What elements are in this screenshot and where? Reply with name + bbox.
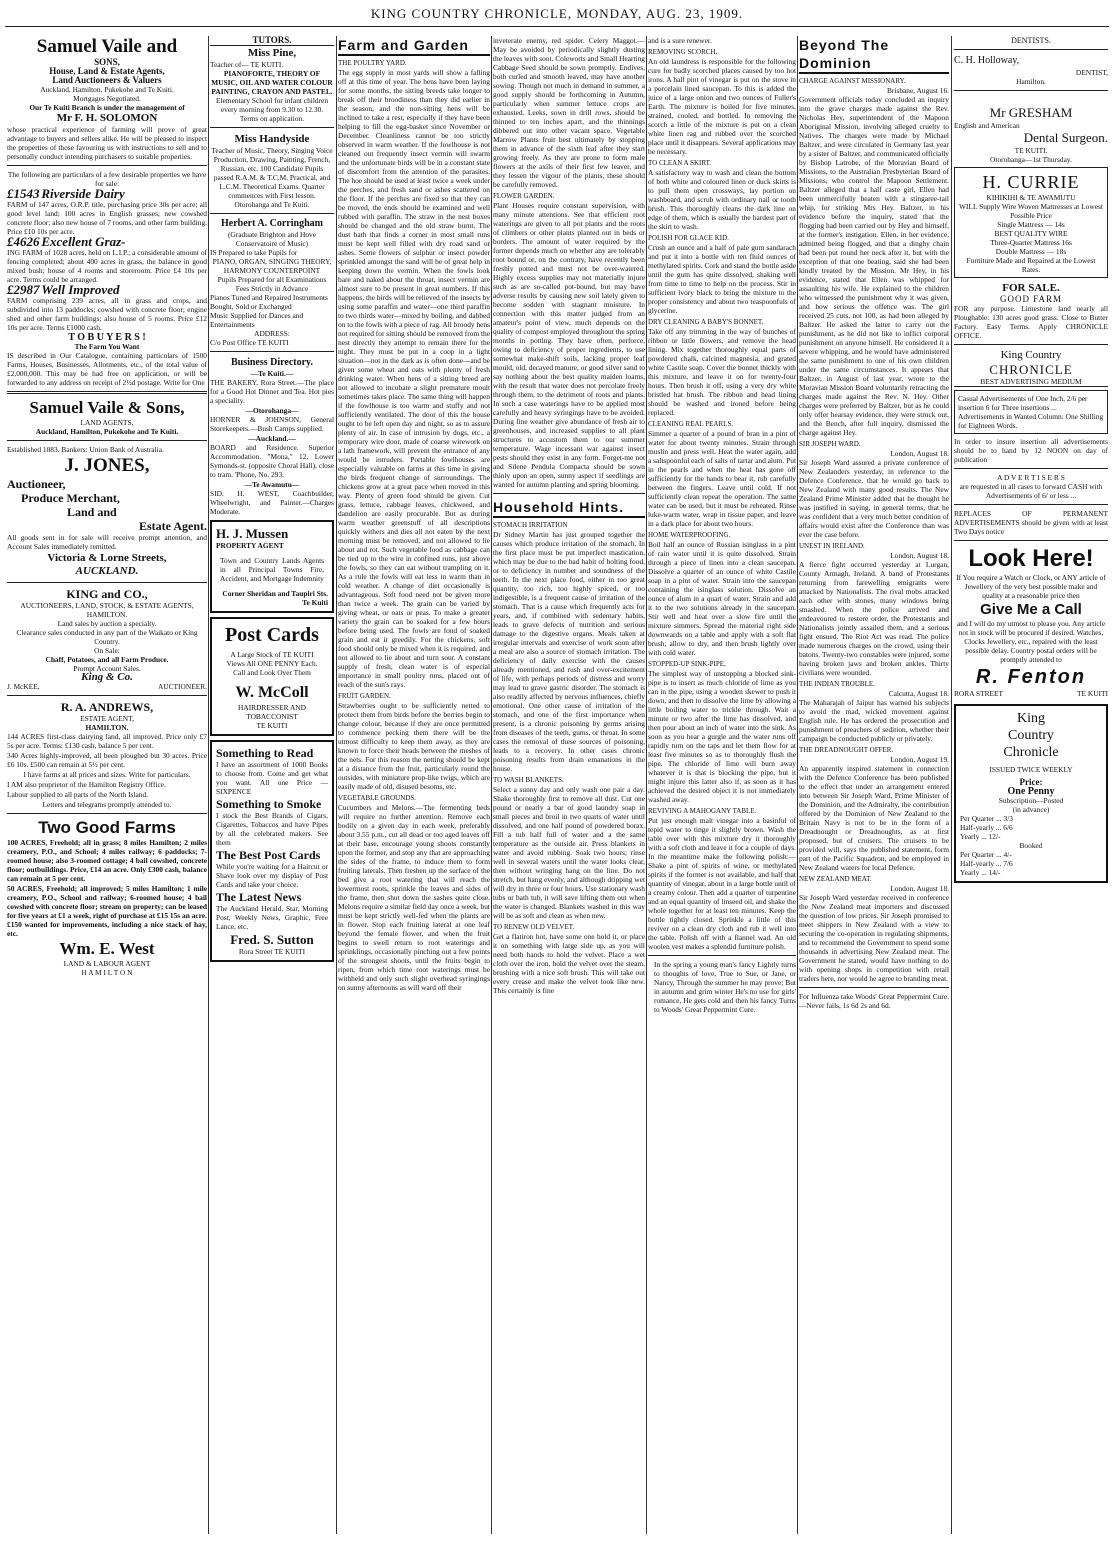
vaile-sons: SONS, [94,57,120,67]
corringham-t1: IS Prepared to take Pupils for [210,248,298,257]
biz-bakery: THE BAKERY, Rora Street.—The place for a Good Hot Dinner and Tea. Hot pies a speciality. [210,378,334,405]
biz-auckland: —Auckland.— [248,434,296,443]
king-mck: J. McKEE, [7,682,40,691]
kc2-sub: Subscription—Posted [998,796,1064,805]
dreadnought-date: London, August 19. [890,755,949,764]
meat-date: London, August 18. [890,884,949,893]
divider [210,351,334,352]
mussen-ad [210,520,334,613]
vaile2-title: Samuel Vaile & Sons, [29,398,185,417]
meat-text: Sir Joseph Ward yesterday received in conference the New Zealand meat importers and discussed the question of low prices. Sir Joseph promised to meet shippers in New Zealand with a view to securing the co-operation in regulating shipments, and to recommend the Government to spend some thousands in advertising New Zealand meat. The Government he stated, would have nothing to do with opening shops in competition with retail traders here, nor would he agree to branding meat. [799,893,949,983]
holloway-name: C. H. Holloway, [954,55,1020,66]
mussen-sub: PROPERTY AGENT [216,541,284,550]
andrews-city: HAMILTON. [85,723,129,732]
divider [954,468,1108,469]
vaile2-sub: LAND AGENTS, [80,418,134,427]
masthead: KING COUNTRY CHRONICLE, MONDAY, AUG. 23, 1909. [5,4,1109,27]
stomach-head: STOMACH IRRITATION [493,521,568,529]
vaile2-places: Auckland, Hamilton, Pukekohe and Te Kuiti. [35,427,179,436]
jones-l2: Produce Merchant, [21,491,120,505]
wash-text: Select a sunny day and only wash one pair a day. Shake thoroughly first to remove all dust. Cut one pound or nearly a bar of good laundry soap in small pieces and broil in two quarts of water until dissolved, and one half pound of powdered borax. Fill a tub half full of water and a the same temperature as the outside air. Press blankets in water and avoid rubbing. Soak two hours; rinse well in several waters until the water looks clear, then without wringing hang on the line. Do not stretch, but hang evenly, and although dripping wet will dry in three or four hours. Use stationary wash tubs or bath tub, it will save lifting them out when the water is changed. Blankets washed in this way will be as soft and clean as when new. [493,785,645,920]
a-letters: Letters and telegrams promptly attended to. [42,800,172,809]
kc2-price: One Penny [1007,786,1055,797]
jones-l3: Land and [67,505,117,519]
charge-head: CHARGE AGAINST MISSIONARY. [799,77,906,85]
divider [954,344,1108,345]
divider [799,987,949,988]
mussen-name: H. J. Mussen [216,526,289,541]
s-smoke: Something to Smoke [216,797,322,811]
jones-city: AUCKLAND. [75,565,139,577]
skirt-text: A satisfactory way to wash and clean the bottom of both white and coloured linen or duck skirts is to pull them open crossways, lay portion on washboard, and scrub with ordinary nail or tooth brush. This thoroughly cleans the dark line on edge of them, which is usually the hardest part of the skirt to wash. [648,168,796,231]
column-rule [951,36,952,1534]
kc-advertisers: A D V E R T I S E R S [997,473,1065,482]
f100: 100 ACRES, Freehold; all in grass; 8 miles Hamilton; 2 miles creamery, P.O., and School; 4 miles railway; 6 paddocks; 7-roomed house; also 3-roomed cottage; 4 bail cowshed, concrete floor; outbuildings. Price, £14 an acre. Only £300 cash, balance can remain at 5 per cent. [7,838,207,883]
buyers-head: T O B U Y E R S ! [68,332,146,343]
post-cards-ad [210,617,334,736]
holloway-city: Hamilton. [1016,77,1046,86]
divider [210,213,334,214]
skirt-head: TO CLEAN A SKIRT. [648,159,712,167]
give-call-head: Give Me a Call [980,601,1082,618]
india-date: Calcutta, August 18. [888,689,949,698]
jones-title: J. JONES, [64,455,150,476]
a-labour: Labour supplied to all parts of the North Island. [7,790,149,799]
mccoll-name: W. McColl [235,684,309,701]
column-rule [491,36,492,1534]
following: The following are particulars of a few desirable properties we have for sale: [7,170,207,188]
king-sub: AUCTIONEERS, LAND, STOCK, & ESTATE AGENTS, HAMILTON. [20,601,194,619]
mahogany-text: Put just enough malt vinegar into a basinful of tepid water to tinge it slightly brown. Wash the table over with this mixture dry it thoroughly with a soft cloth and leave it for a couple of days. In the meantime make the following polish:—Shake a pint of spirits of wine, or methylated spirits if the former is not available, and half that quantity of vinegar, about in a large bottle until of a creamy colour. Then add a quarter of turpentine and an equal quantity of linseed oil, and shake the whole together for at least ten minutes. Keep the bottle tightly closed. Sprinkle a little of this reviver on a clean dry cloth and rub it well into the table. Polish off with a flannel wad. An old woolen vest makes a splendid furniture polish. [648,816,796,951]
jones-l4: Estate Agent. [139,519,207,533]
flower-text: Plant Houses require constant supervision, with many minute attentions. See that efficient root waterings are given to all pot plants and the roots of climbers or other plants planted out in beds or borders. The amount of water required by the former depends much on whether any are tolerably root bound or, on the contrary, have recently been freshly potted and must not be over-watered. Highly excess supplies may not materially injure such as are so-called pot-bound, but may have adverse results by causing new soil lately given to become sodden with stagnant moisture. In connection with this matter judged from an amateur's point of view, much depends on the quality of compost employed throughout the spring months in potting. They have often, perforce, owing to deficiency of proper ingredients, to use somewhat make-shift soils, lacking proper leaf mould, old, decayed manure, or good silver sand to say nothing about the best quality maiden loams, with the result that water does not percolate freely through them, to the detriment of roots and plants. In such a case waterings have to be applied most carefully and heavy syringings have to be avoided. During fine weather give abundance of fresh air to greenhouses, and increased supplies to all plant structures to accustom them to our summer temperature. Wage incessant war against insect pests should they exist in any form. Forget-me not and Silene Pendula Compacta should be sown thinly upon an open, sunny aspect if seedlings are wanted for autumn planting and spring blooming. [493,201,645,489]
bonnet-text: Take off any trimming in the way of bunches of ribbon or little flowers, and remove the head lining. Mix together thoroughly equal parts of powdered chalk, calcined magnesia, and grated white Castile soap. Cover the bonnet thickly with this mixture, and leave it on for twenty-four hours. Then brush it off, using a very dry white bristled hat brush. The ribbon and head lining should be washed and ironed before being replaced. [648,327,796,417]
column-rule [208,36,209,1534]
currie-r2: BEST QUALITY WIRE [994,229,1068,238]
biz-west: SID. H. WEST, Coachbuilder, Wheelwright, and Painter.—Charges Moderate. [210,489,334,516]
column-1-advertisements [7,36,207,1534]
mccoll-sub: HAIRDRESSER AND TOBACCONIST [238,703,306,721]
s-read-text: I have an assortment of 1000 Books to choose from. Come and get what you want. All one Price — SIXPENCE [216,760,328,796]
king-t3: On Sale: [94,646,120,655]
kc-title1: King Country [1000,349,1062,361]
handyside-text: Teacher of Music, Theory, Singing Voice Production, Drawing, Painting, French, Russian, etc. 100 Candidate Pupils passed R.A.M. & T.C.M. Practical, and L.C.M. Theoretical Exams. Quarter commences with First lesson. Otorohanga and Te Kuiti. [211,146,333,209]
s-pc-text: While you're waiting for a Haircut or Shave look over my display of Post Cards and take your choice. [216,862,328,889]
solomon: Mr F. H. SOLOMON [56,112,158,124]
kc-title3: BEST ADVERTISING MEDIUM [954,377,1108,387]
kc2-quarter: Per Quarter ... 3/3 [960,814,1013,823]
kc2-booked-yearly: Yearly ... 14/- [960,868,1001,877]
pearls-text: Simmer a quarter of a pound of bran in a pint of water for about twenty minutes. Strain through muslin and press well. Heat the water again, add a saltspoonful each of salts of tartar and alum. Put in the pearls and when the heat has gone off sufficiently for the hands to bear it, rub carefully between the fingers. Leave until cold. If not sufficiently clean repeat the operation. The same water can be used, but it must be reheated. Rinse luke-warm water, wrap in tissue paper, and leave in a dark place for about two hours. [648,429,796,528]
corringham-t4: Fees Strictly in Advance [235,284,309,293]
mortgages: Mortgages Negotiated. [73,94,141,103]
p3-text: FARM comprising 239 acres, all in grass and crops, and subdivided into 13 paddocks; cowshed with concrete floor; engine shed and other farm buildings; also house of 5 rooms. Price £12 10s per acre. Terms £1000 cash. [7,296,207,332]
gresham-name: Mr GRESHAM [989,105,1073,120]
sink-text: The simplest way of unstopping a blocked sink-pipe is to insert as much chloride of lime as you can in the pipe, using a wooden skewer to push it down, and then to dissolve the lime by allowing a little boiling water to trickle through. Wait a minute or two after the lime has dissolved, and then pour about an inch of water into the sink. As soon as you hear a gurgle and the water runs off rapidly turn on the taps and let them flow for at least five minutes so as to thoroughly flush the pipe. The chloride of lime will burn away whatever it is that is blocking the pipe, but it might injure this latter also if, as soon as it has achieved the desired object it is not immediately washed away. [648,669,796,804]
vaile-title: Samuel Vaile and [36,36,178,57]
give-call-text: and I will do my utmost to please you. Any article not in stock will be procured if desired. Watches, Clocks Jewellery, etc., repaired with the least possible delay. Country postal orders will be promptly attended to [957,619,1105,664]
mahogany-head: REVIVING A MAHOGANY TABLE. [648,807,757,815]
waterproof-text: Boil half an ounce of Russian isinglass in a pint of rain water until it is quite dissolved. Strain through a piece of linen into a clean saucepan. Dissolve a quarter of an ounce of white Castile soap in a pint of water. Strain into the saucepan containing the isinglass solution. Dissolve an ounce of alum in a quart of water. Strain and add it to the two solutions already in the saucepan. Stir well and heat over a slow fire until the mixture simmers. Spread the material right side downwards on a table and apply with a soft flat brush; allow to dry, and then brush lightly over with cold water. [648,540,796,657]
currie-name: H. CURRIE [982,172,1080,192]
kc2-booked: Booked [1019,841,1043,850]
king-title: KING and CO., [66,587,148,601]
kc-title2: CHRONICLE [989,362,1073,377]
andrews-title: R. A. ANDREWS, [60,700,154,714]
for-sale-head: FOR SALE. [1002,282,1060,294]
divider [7,813,207,814]
ward-text: Sir Joseph Ward assured a private conference of New Zealanders yesterday, in reference to the Defence Conference, that he would go back to New Zealand with many good results. The New Zealand Prime Minister added that he thought he was justified in saying, in general terms, that he was confident that a very much better condition of affairs would exist after the Conference than was ever the case before. [799,458,949,539]
king-t2: Clearance sales conducted in any part of the Waikato or King Country. [16,628,198,646]
kc2-l3: Chronicle [1003,745,1059,760]
kc2-booked-half: Half-yearly ... 7/6 [960,859,1013,868]
velvet-head: TO RENEW OLD VELVET. [493,923,575,931]
branch: Our Te Kuiti Branch is under the management of [29,103,185,112]
ireland-date: London, August 18. [890,551,949,560]
household-hints-title: Household Hints. [493,498,645,518]
look-here-head: Look Here! [968,545,1094,572]
p2-text: ING FARM of 1028 acres, held on L.I.P.; a considerable amount of fencing completed; about 400 acres in grass, the balance in good mixed bush; house of 4 rooms and storeroom. Price £4 10s per acre. Terms could be arranged. [7,248,207,284]
fenton-city: TE KUITI [1077,689,1108,698]
corringham-sub: (Graduate Brighton and Hove Conservatoire of Music) [227,230,317,248]
column-6-beyond-dominion [799,36,949,1534]
currie-r1: Single Mattress — 14s [997,220,1065,229]
india-head: THE INDIAN TROUBLE. [799,680,875,688]
p1-name: Riverside Dairy [41,186,125,201]
pine-l3: Elementary School for infant children every morning from 9.30 to 12.30. [215,96,329,114]
divider [954,504,1108,505]
kc2-price-head: Price: [1019,777,1043,787]
p3-price: £2987 [7,282,40,297]
divider [954,540,1108,541]
vaile-places: Auckland, Hamilton, Pukekohe and Te Kuiti. [40,85,174,94]
divider [954,90,1108,91]
velvet-continued: and is a sure renewer. [648,36,712,45]
column-4-household [493,36,645,1534]
corringham-t5: Pianos Tuned and Repaired Instruments Bought, Sold or Exchanged [210,293,328,311]
currie-t1: WILL Supply Wire Woven Mattresses at Lowest Possible Price [959,202,1103,220]
poultry-head: THE POULTRY YARD. [338,59,407,67]
andrews-sub: ESTATE AGENT, [80,714,134,723]
kc2-yearly: Yearly ... 12/- [960,832,1001,841]
gresham-otorohanga: Otorohanga—1st Thursday. [990,155,1072,164]
corringham-t6: Music Supplied for Dances and Entertainments [210,311,304,329]
king-t1: Land sales by auction a specialty. [57,619,157,628]
column-rule [646,36,647,1534]
fenton-name: R. Fenton [975,666,1087,688]
mussen-text: Town and Country Lands Agents in all Principal Towns Fire, Accident, and Mortgage Indemnity [220,556,324,583]
sink-head: STOPPED-UP SINK-PIPE, [648,660,726,668]
pine-l2: PIANOFORTE, THEORY OF MUSIC, OIL AND WATER COLOUR PAINTING, CRAYON AND PASTEL. [211,69,333,96]
column-2-tutors-directory [210,36,334,1534]
a-farms: I have farms at all prices and sizes. Write for particulars. [23,770,191,779]
for-sale-text: FOR any purpose. Limestone land nearly all Ploughable: 130 acres good grass. Close to Butter Factory. Easy Terms. Apply CHRONICLE OFFICE. [954,304,1108,340]
currie-ad [954,167,1108,278]
f50: 50 ACRES, Freehold; all improved; 5 miles Hamilton; 1 mile creamery, P.O., School and railway; 6-roomed house; 4 bail cowshed with concrete floor; stream on property; can be leased for five years at £1 a week, right of purchase at £15 15s an acre. £150 wanted for improvements, including a nice stack of hay, etc. [7,884,207,938]
veg-head: VEGETABLE GROUNDS. [338,794,416,802]
pearls-head: CLEANING REAL PEARLS. [648,420,734,428]
pine-l1: Teacher of— TE KUITI. [210,60,284,69]
post-cards-title: Post Cards [225,624,319,646]
post-cards-text: A Large Stock of TE KUITI Views All ONE PENNY Each. Call and Look Over Them [226,650,318,677]
two-farms-title: Two Good Farms [38,818,176,837]
currie-r4: Double Mattress — 18s [995,247,1067,256]
poultry-text: The egg supply in most yards will show a falling off at this time of year. The hens have been laying for some months, the sitting breeds take longer to break off their broodiness than they did earlier in the season, and the non-sitting hens will be inclined to take a rest, especially if they have been helping to fill the egg-basket since November or December. Cleanliness cannot be too strictly observed in warm weather. If the fowlhouse is not cleaned out frequently insect vermin will swarm and the unfortunate birds will be in a constant state of discomfort from the attention of the parasites. The hoe should be used at least twice a week under the perches, and fresh sand or ashes scattered on the floor. If the perches are fixed so that they can be moved, the ends should be examined and well rubbed with paraffin. The straw in the nest boxes should be changed and the old straw burnt. The dust bath that finds a corner in most small runs must be kept well filled with dry road sand or ashes. Some flowers of sulphur or insect powder sprinkled amongst the sand will be of great help in keeping down the vermin. When the fowls look bare and naked about the throat, insect vermin are almost sure to be present in great numbers. If this happens, the birds will be relieved of the insects by using some paraffin and water—one third paraffin to two thirds water—mixed by boiling, and dabbed on to the fowls with a piece of rag. All broody hens not required for sitting should be removed from the nest directly they attempt to remain there for the night. They must be put in a coop in a light situation—not in the dark as is often done—and be given some wheat and oats with plenty of fresh drinking water. When hens of a sitting breed are not allowed to incubate a slight premature moult sometimes takes place. The same thing will happen if the fowlhouse is too warm and stuffy and not sufficiently ventilated. The door of this the house ought to be left open day and night, so as to assure plenty of air. In case of intrusion by dogs, etc., a temporary wire door, made of coarse wirework on a lath framework, will prevent the entrance of any would be intruders. Portable fowlhouses are especially valuable on farms at this time in giving the birds frequent change of surroundings. The chickens grow at a great pace when moved in this way. Plenty of green food should be given. Cut grass, lettuce, cabbage leaves, chickweed, and dandelion are easily procurable. But as during warm weather greenstuff of all descriptions quickly withers and dies all not eaten by the next morning must be removed, and not allowed to lie about and rot. Such vegetable food as cabbage can be tied up to the wire in confined runs, just above the fowls, so they can eat without trampling on it. As a rule the fowls will eat less in warm than in cold weather. A change of diet occasionally is advantageous. Soft food need not be given more than twice a week. The grain can be varied by giving wheat, or oats or peas. To make a greater variety the grain can be soaked for a few hours before being used. The fowls are fond of soaked grain and eat it greedily. For the chickens, soft food should only be mixed when it is required, and not allowed to lie about and turn sour. A constant supply of fresh, clean water is of especial importance in small poultry runs, placed out of reach of the sun's rays. [338,68,490,689]
biz-te-kuiti: —Te Kuiti.— [250,369,294,378]
dreadnought-text: An apparently inspired statement in connection with the Defence Conference has been published to the effect that under an arrangement entered into between Sir Joseph Ward, Prime Minister of the Dominion, and the Admiralty, the contribution offered by the Dominion of New Zealand to the Britain Navy is not to be in the form of a Dreadnought or Dreadnoughts, as at first proposed, but of cruisers. The cruisers to be provided will, says the published statement, form part of the Pacific Squadron, and be employed in New Zealand waters for local Defence. [799,764,949,872]
stomach-text: Dr Sidney Martin has just grouped together the causes which produce irritation of the stomach. In the first place must be put imperfect mastication, which may be due to the bad habit of bolting food, or to deficiency in number and soundness of the teeth. In the next place food, either in too great quantity, too rich, too highly spiced, or too indigestible, is a frequent cause of irritation of the stomach. That is a cause which frequently acts for years, and, if combined with sedentary habits, leads to grave defects of nutrition and serious damage to the digestive organs. Meals taken at irregular intervals and exercise of work soon after a meal are also a source of stomach irritation. The deficiency of daily exercise with the causes already mentioned, and rush and over-excitement of life, with perhaps periods of distress and worry may lead to grave gastric disorder. The stomach is also readily affected by nervous influences, chiefly emotional. One other cause of irritation of the stomach, and one of the first importance when present, is a chronic poisoning by germs arising from diseases of the teeth, gums, or throat. In some cases the removal of these sources of poisoning, leads to a recovery. In other cases chronic poisoning results from drain emanations in the house. [493,530,645,773]
look-here-text: If You require a Watch or Clock, or ANY article of Jewellery of the very best possible make and quality at a reasonable price then [956,573,1106,600]
holloway-role: DENTIST, [1075,68,1108,77]
a144: 144 ACRES first-class dairying land, all improved. Price only £7 5s per acre. Terms: £130 cash, balance 5 per cent. [7,732,207,750]
kc2-half: Half-yearly ... 6/6 [960,823,1013,832]
biz-otorohanga: —Otorohanga— [245,406,299,415]
p2-name: Excellent Graz- [41,234,126,249]
gresham-city: TE KUITI. [1014,146,1048,155]
handyside-name: Miss Handyside [234,133,310,145]
dreadnought-head: THE DREADNOUGHT OFFER. [799,746,894,754]
king-auct: AUCTIONEER. [157,682,207,691]
jones-l1: Auctioneer, [7,477,66,491]
kc-order: In order to insure insertion all advertisements should be to hand by 12 NOON on day of publication [954,437,1108,464]
column-rule [797,36,798,1534]
corringham-t8: C/o Post Office TE KUITI [210,338,289,347]
ward-head: SIR JOSEPH WARD. [799,440,861,448]
divider [7,582,207,583]
divider [648,955,796,956]
west-city: H A M I L T O N [81,968,133,977]
biz-board: BOARD and Residence. Superior Accommodation. "Mona," 12, Lower Symonds-st. (opposite Choral Hall), close to tram. 'Phone, No. 293. [210,443,334,479]
kc2-l2: Country [1008,728,1054,743]
kc2-advance: (in advance) [1012,805,1050,814]
pine-l4: Terms on application. [239,114,305,123]
p3-name: Well Improved [41,282,120,297]
p1-price: £1543 [7,186,40,201]
column-rule [336,36,337,1534]
divider [7,695,207,696]
fenton-addr: RORA STREET [954,689,1004,698]
farm-garden-title: Farm and Garden [338,36,490,56]
a-prop: I AM also proprietor of the Hamilton Registry Office. [7,780,166,789]
columns [5,30,1109,1534]
for-sale-sub: GOOD FARM [999,294,1063,304]
divider [7,440,207,441]
s-read: Something to Read [216,746,314,760]
sutton-addr: Rora Street TE KUITI [238,947,306,956]
solomon-text: whose practical experience of farming will prove of great advantage to buyers and sellers alike. He will be pleased to inspect the properties of those favouring us with instructions to sell and to personally conduct intending purchasers to suitable properties. [7,125,207,161]
business-directory-title: Business Directory. [230,357,314,368]
mccoll-city: TE KUITI [256,721,288,730]
pine-name: Miss Pine, [247,47,297,59]
corringham-t2: PIANO, ORGAN, SINGING THEORY, HARMONY COUNTERPOINT [212,257,332,275]
biz-te-awamutu: —Te Awamutu— [244,480,300,489]
kid-head: POLISH FOR GLACE KID. [648,234,729,242]
column-3-farm-garden [338,36,490,1534]
dentists-head: DENTISTS. [1011,36,1051,45]
established: Established 1883. Bankers: Union Bank of Australia. [7,445,164,454]
gresham-sub: English and American [954,121,1020,130]
peppermint-poem: In the spring a young man's fancy Lightly turns to thoughts of love, True to Sue, or Jane, or Nancy, Through the summer he may prove; But in autumn and grim winter He's no use for girls' romance, He gets cold and then his fancy Turns to Woods' Great Peppermint Cure. [654,960,796,1014]
mussen-addr: Corner Sheridan and Taupiri Sts. Te Kuiti [222,589,328,607]
king-t4: Chaff, Potatoes, and all Farm Produce. [45,655,169,664]
jones-text: All goods sent in for sale will receive prompt attention, and Account Sales immediately remitted. [7,533,207,551]
tutors-head: TUTORS. [210,36,334,46]
scorch-head: REMOVING SCORCH, [648,48,718,56]
gresham-role: Dental Surgeon. [1023,130,1108,145]
corringham-t3: Pupils Prepared for all Examinations [217,275,327,284]
charge-date: Brisbane, August 16. [887,86,949,95]
s-news-text: The Auckland Herald, Star, Morning Post, Weekly News, Graphic, Free Lance, etc. [216,904,328,931]
corringham-t7: ADDRESS: [254,329,290,338]
west-title: Wm. E. West [59,939,155,958]
vaile-sub1: House, Land & Estate Agents, [49,66,165,76]
waterproof-head: HOME WATERPROOFING. [648,531,731,539]
sutton-name: Fred. S. Sutton [230,932,314,947]
kid-text: Crush an ounce and a half of pale gum sandarach and put it into a bottle with ten fluid ounces of methylated spirits. Cork and stand the bottle aside until the gum has quite dissolved, shaking well from time to time to help on the process. Stir in sufficient ivory black to bring the mixture to the proper consistency and about two teaspoonfuls of glycerine. [648,243,796,315]
king-sig: King & Co. [81,671,133,683]
corringham-name: Herbert A. Corringham [221,218,323,229]
a340: 340 Acres highly-improved, all been ploughed but 30 acres. Price £6 10s. £500 can remain at 5½ per cent. [7,751,207,769]
india-text: The Maharajah of Jaipur has warned his subjects to avoid the mad, wicked movement against English rule. He has ordered the prosecution and punishment of preachers of sedition, whether their campaign be conducted publicly or privately. [799,698,949,743]
velvet-text: Get a flatiron hot, have some one hold it, or place it on something with large side up, as you will need both hands to hold the velvet. Place a wet cloth over the iron, hold the velvet over the steam, brushing with a nice soft brush. This will take out every crease and make the velvet look like new. This certainly is fine [493,932,645,995]
vaile-sub2: Land Auctioneers & Valuers [52,75,162,85]
west-sub: LAND & LABOUR AGENT [63,959,151,968]
p1-text: FARM of 147 acres, O.R.P. title, purchasing price 30s per acre; all good level land; 100 acres in English grasses; new cowshed concrete floor; also new house of 7 rooms, and other farm building. Price £10 10s per acre. [7,200,207,236]
divider [7,165,207,166]
kc-adv: Casual Advertisements of One Inch, 2/6 per insertion 6 for Three insertions ... Advertisements in Wanted Column: One Shilling for Eighteen Words. [954,390,1108,434]
meat-head: NEW ZEALAND MEAT. [799,875,872,883]
divider [954,49,1108,50]
divider [210,127,334,128]
veg-text: Cucumbers and Melons.—The fermenting beds will require no further attention. Remove each bodily on a given day in each week, preferably about 3.55 p.m., cut all dead or too aged leaves off at their base, encourage young shoots constantly upon the former, and stop any that are approaching the sides of the frame, to induce them to form fruiting laterals. Then freshen up the surface of the bed give a root watering that will reach the lowermost roots, sprinkle the leaves and sides of the frame, then shut down the sashes quite close. Melons require a similar field day once a week, but must be kept strictly well-fed when the plants are in flower. Stop each fruiting lateral at one leaf beyond the female flower, and when the fruit begins to swell return to root waterings and sprinklings, occasionally pinching out a few points of the strongest shoots, until the fruits begin to ripen, from which time root waterings must be withheld and only such slight overhead syringings on sunny afternoons as will ward off their [338,803,490,992]
kc2-booked-quarter: Per Quarter ... 4/- [960,850,1012,859]
biz-horner: HORNER & JOHNSON, General Storekeepers.—Bush Camps supplied. [210,415,334,433]
kc-advertisers-text: are requested in all cases to forward CASH with Advertisements of 6/ or less ... [959,482,1103,500]
ireland-text: A fierce fight occurred yesterday at Lurgan, County Armagh, Ireland. A band of Protestants returning from farewelling emigrants were attacked by Nationalists. The rival mobs attacked each other with stones, many windows being smashed. When the police arrived and endeavoured to restore order, the Protestants and Nationalists jointly assailed them, and a serious fight ensued. The Riot Act was read. The police made numerous charges on the crowd, using their batons. Twenty-two constables were injured, some having broken jaws and broken ankles. Thirty civilians were wounded. [799,560,949,677]
scorch-text: An old laundress is responsible for the following cure for badly scorched places caused by too hot irons. A half pint of vinegar is put on the stove in a porcelain lined saucepan. To this is added the juice of a large onion and two ounces of Fuller's Earth. The mixture is boiled for five minutes, strained, cooled, and bottled. In removing the scorch a little of the mixture is put on a clean white linen rag and rubbed over the scorched place until it disappears. Several applications may be necessary. [648,57,796,156]
wash-head: TO WASH BLANKETS. [493,776,564,784]
currie-r3: Three-Quarter Mattress 16s [990,238,1072,247]
kc-replaces: REPLACES OF PERMANENT ADVERTISEMENTS should be given with at least Two Days notice [954,509,1108,536]
p2-price: £4626 [7,234,40,249]
bonnet-head: DRY CLEANING A BABY'S BONNET. [648,318,764,326]
garden-continued: inveterate enemy, red spider. Celery Maggot.—May be avoided by periodically slightly dusting the leaves with soot. Coleworts and Small Hearting Cabbage Seed should be sown promptly. Endives, both curled and smooth leaved, may have another sowing. Though not much in demand in summer, a good supply should be forthcoming in Autumn, particularly when summer lettuce crops are exhausted. Leeks, sown in drill rows, should be thinned to ten inches apart, and the thinnings dibbered out into other vacant space. Vegetable Marrow Plants fruit best ultimately by stopping them in advance of the sixth leaf after they start growing freely. As they are prone to form male flowers at the axils of their first few leaver, and they lessen the vigour of the plants, these should be carefully removed. [493,36,645,189]
buyers-sub: The Farm You Want [74,342,140,351]
flower-head: FLOWER GARDEN. [493,192,555,200]
kc-subscription-ad [954,704,1108,883]
divider [7,391,207,394]
sutton-ad [210,740,334,962]
currie-t2: Furniture Made and Repaired at the Lowest Rates. [966,256,1096,274]
ward-date: London, August 18. [890,449,949,458]
column-5-household-cont [648,36,796,1534]
column-7-dentists-ads [954,36,1108,1534]
s-pc: The Best Post Cards [216,848,321,862]
currie-sub: KIHIKIHI & TE AWAMUTU [986,193,1076,202]
ireland-head: UNEST IN IRELAND. [799,542,865,550]
kc2-l1: King [1017,711,1045,726]
king-t5: Prompt Account Sales. [73,664,141,673]
fruit-text: Strawberries ought to be sufficiently netted to protect them from birds before the berries begin to change colour, because if they are once permitted to commence pecking them there will be the utmost difficulty to keep them away, as they are known to force their heads between the meshes of the nets. For this reason the netting should be kept at a distance from the fruit, particularly round the outsides, with miniature prop-like twigs, which are easily made of old, disused besoms, etc. [338,701,490,791]
s-news: The Latest News [216,890,302,904]
buyers-text: IS described in Our Catalogue, containing particulars of 1500 Farms, Houses, Businesses, Allotments, etc., of the total value of £2,000,000. This may be had free on application, or will be forwarded to any address on receipt of 2½d postage. Write for One [7,351,207,387]
beyond-dominion-title: Beyond The Dominion [799,36,949,74]
divider [493,493,645,494]
charge-text: Government officials today concluded an inquiry into the grave charges made against the Rev. Nicholas Hey, superintendent of the Mapoon Aboriginal Mission, involving alleged cruelty to Natives. The charges were made by Michael Baltzer, and were circulated in Germany last year by a sister of Baltzer, and communicated officially by Bishop Latrobe, of the Moravian Board of Missions, to the Australian Presbyterian Board of Missions, who control the Mapoon Settlement. Baltzer alleged that a half caste girl, Ellen had been unmercifully beaten with a stingaree-tail whip, for striking Mrs Hey. Baltzer, in his evidence before the inquiry, stated that the flogging had been carried out by Hey and himself, at the former's instigation. Ellen, in her evidence, admitted being flogged, and that a dinghy chain had been put round her neck after it, but with the exception of that one beating, said she had been kindly treated by the Mission. Mr Hey, in his evidence, stated that Ellen was whipped for assaulting his wife. He explained to the children who witnessed the punishment why it was given, and how serious the offence was. The girl received 25 cuts, not 100, as had been alleged by Baltzer. He asked the latter to carry out the punishment, as he did not like to inflict corporal punishment on anyone himself. He considered it a severe whipping, and he would have administered the same punishment to one of his own children under the same circumstances. It appears that Baltzer, in August of last year, wrote to the Moravian Mission Board voluntarily retracting the charges made against the Rev. N. Hey. Other charges were preferred by Baltzer, but as he could only offer hearsay evidence, they were struck out, and the Bench, after full inquiry, dismissed the charge against Hey. [799,95,949,437]
influenza-note: For Influenza take Woods' Great Peppermint Cure.—Never fails, 1s 6d 2s and 6d. [799,992,949,1010]
kc2-issued: ISSUED TWICE WEEKLY [989,765,1073,774]
fruit-head: FRUIT GARDEN. [338,692,391,700]
jones-addr: Victoria & Lorne Streets, [47,552,167,564]
s-smoke-text: I stock the Best Brands of Cigars, Cigarettes, Tobaccos and have Pipes by all the celebrated makers. See them [216,811,328,847]
newspaper-page [5,4,1109,1534]
